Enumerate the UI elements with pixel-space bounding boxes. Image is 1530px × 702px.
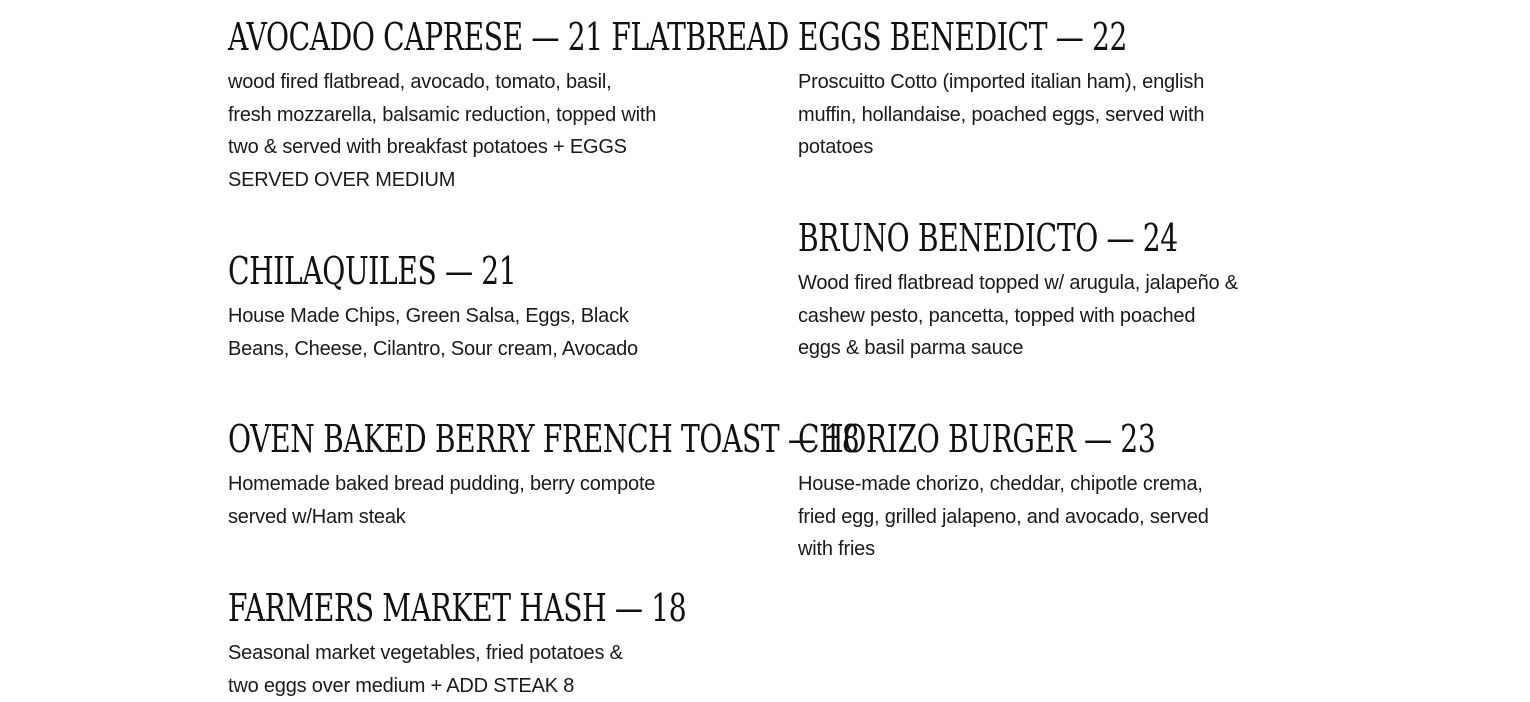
menu-item-chorizo-burger <box>798 417 1281 566</box>
menu-item-title: FARMERS MARKET HASH — 18 <box>228 586 687 630</box>
menu-item-farmers-market-hash <box>228 586 847 702</box>
menu-item-description: Proscuitto Cotto (imported italian ham), english muffin, hollandaise, poached eggs, served with potatoes <box>798 71 1205 158</box>
menu-item-description: Homemade baked bread pudding, berry compote served w/Ham steak <box>228 473 656 528</box>
menu-item-description: Wood fired flatbread topped w/ arugula, jalapeño & cashew pesto, pancetta, topped with poached eggs & basil parma sauce <box>798 272 1238 359</box>
menu-item-description: Seasonal market vegetables, fried potatoes & two eggs over medium + ADD STEAK 8 <box>228 642 623 697</box>
menu-item-chilaquiles <box>228 249 658 365</box>
menu-item-description: House-made chorizo, cheddar, chipotle crema, fried egg, grilled jalapeno, and avocado, served with fries <box>798 473 1209 560</box>
menu-item-title: AVOCADO CAPRESE — 21 FLATBREAD <box>228 15 789 59</box>
menu-item-title: CHORIZO BURGER — 23 <box>798 417 1156 461</box>
menu-item-bruno-benedicto <box>798 216 1311 365</box>
menu-item-description: House Made Chips, Green Salsa, Eggs, Black Beans, Cheese, Cilantro, Sour cream, Avocado <box>228 305 638 360</box>
menu-item-title: EGGS BENEDICT — 22 <box>798 15 1128 59</box>
menu-item-description: wood fired flatbread, avocado, tomato, basil, fresh mozzarella, balsamic reduction, topped with two & served with breakfast potatoes + EGGS SERVED OVER MEDIUM <box>228 71 657 191</box>
menu-item-title: CHILAQUILES — 21 <box>228 249 517 293</box>
menu-item-title: BRUNO BENEDICTO — 24 <box>798 216 1178 260</box>
menu-item-eggs-benedict <box>798 15 1243 164</box>
menu-item-title: OVEN BAKED BERRY FRENCH TOAST — 18 <box>228 417 860 461</box>
